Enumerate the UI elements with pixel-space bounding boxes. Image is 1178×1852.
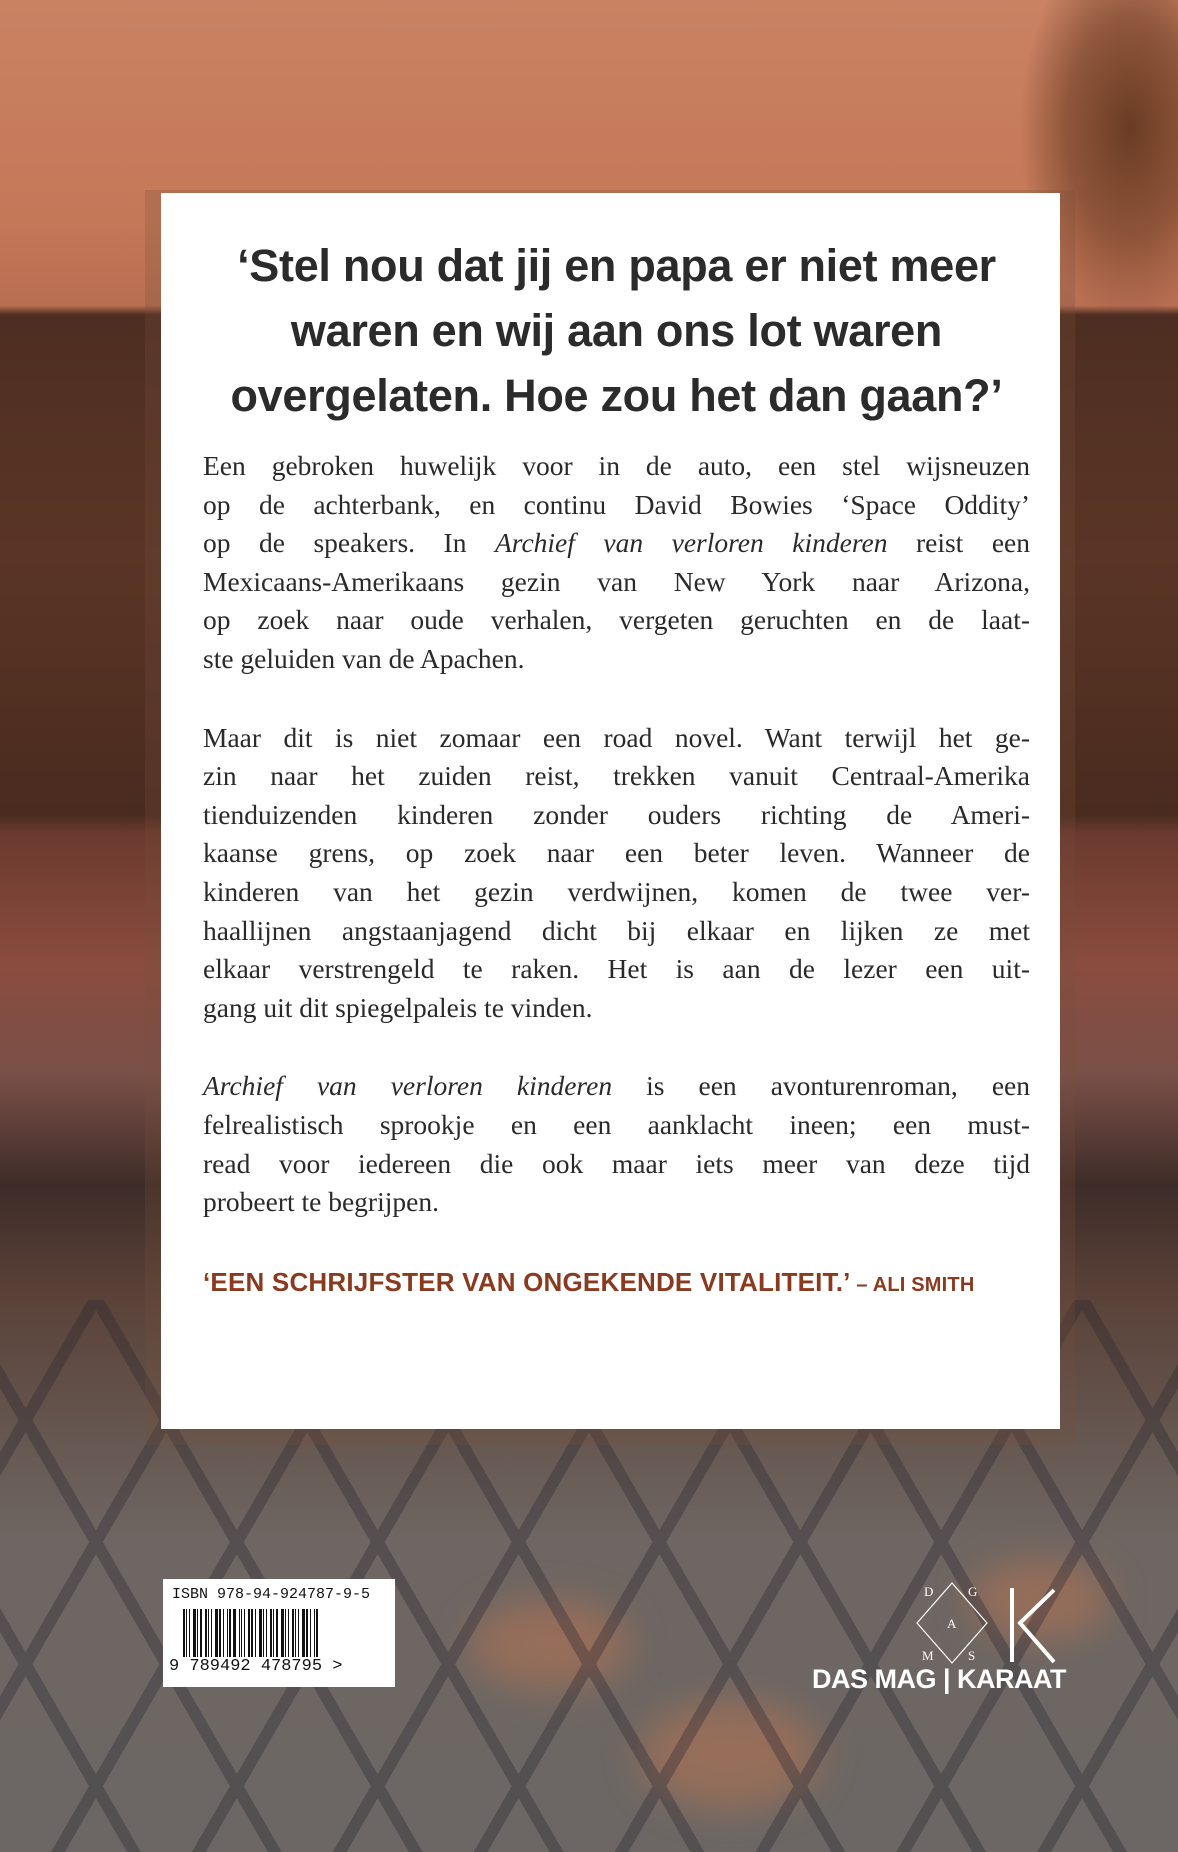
quote-line: ‘Stel nou dat jij en papa er niet meer (237, 240, 996, 291)
logo-letter: A (947, 1616, 957, 1631)
text-line (203, 447, 1030, 486)
text-segment: Mexicaans-Amerikaans gezin van New York naar Arizona, (203, 565, 1030, 597)
text-line (203, 719, 1030, 758)
logo-letter: G (968, 1584, 978, 1599)
text-segment: probeert te begrijpen. (203, 1186, 439, 1218)
book-title: Archief van verloren kinderen (203, 1070, 613, 1102)
text-segment: op zoek naar oude verhalen, vergeten geruchten en de laat- (203, 604, 1030, 636)
text-line (203, 524, 1030, 563)
isbn-label: ISBN 978-94-924787-9-5 (172, 1586, 371, 1603)
text-panel (161, 193, 1060, 1429)
book-title: Archief van verloren kinderen (494, 527, 888, 559)
text-segment: zin naar het zuiden reist, trekken vanuit Centraal-Amerika (203, 760, 1030, 792)
headline-quote (203, 233, 1030, 428)
paragraph (203, 1067, 1030, 1221)
barcode-digits: 9 789492 478795 > (169, 1657, 343, 1676)
blurb-quote: ‘EEN SCHRIJFSTER VAN ONGEKENDE VITALITEIT.’ (203, 1266, 851, 1297)
review-blurb (203, 1267, 1030, 1298)
text-segment: read voor iedereen die ook maar iets meer van deze tijd (203, 1147, 1030, 1179)
text-line (203, 989, 1030, 1028)
logo-letter: S (968, 1648, 976, 1663)
text-line (203, 601, 1030, 640)
text-line (203, 757, 1030, 796)
text-segment: Een gebroken huwelijk voor in de auto, een stel wijsneuzen (203, 450, 1030, 481)
synopsis (203, 447, 1030, 1222)
quote-line: overgelaten. Hoe zou het dan gaan?’ (230, 370, 1003, 421)
publisher-name: DAS MAG | KARAAT (811, 1664, 1066, 1694)
text-line (203, 873, 1030, 912)
text-line (203, 640, 1030, 679)
text-segment: ste geluiden van de Apachen. (203, 642, 525, 674)
text-line (203, 1183, 1030, 1222)
logo-letter: D (924, 1584, 934, 1599)
text-line (203, 912, 1030, 951)
text-segment: reist een (887, 527, 1030, 559)
paragraph (203, 719, 1030, 1028)
text-segment: kinderen van het gezin verdwijnen, komen de twee ver- (203, 875, 1030, 907)
text-segment: op de achterbank, en continu David Bowies ‘Space Oddity’ (203, 488, 1030, 520)
text-line (203, 834, 1030, 873)
paragraph (203, 447, 1030, 679)
text-segment: Maar dit is niet zomaar een road novel. Want terwijl het ge- (203, 721, 1030, 753)
text-segment: elkaar verstrengeld te raken. Het is aan de lezer een uit- (203, 953, 1030, 985)
text-line (203, 563, 1030, 602)
text-segment: is een avonturenroman, een (612, 1070, 1030, 1102)
isbn-barcode (163, 1579, 395, 1687)
text-line (203, 796, 1030, 835)
text-segment: kaanse grens, op zoek naar een beter leven. Wanneer de (203, 837, 1030, 869)
text-line (203, 1067, 1030, 1106)
text-line (203, 950, 1030, 989)
logo-letter: M (922, 1648, 934, 1663)
blurb-author: – ALI SMITH (850, 1273, 975, 1296)
text-segment: gang uit dit spiegelpaleis te vinden. (203, 991, 593, 1023)
quote-line: waren en wij aan ons lot waren (290, 305, 943, 356)
das-mag-karaat-logo (912, 1578, 1062, 1668)
karaat-k-icon (1012, 1588, 1054, 1662)
text-segment: haallijnen angstaanjagend dicht bij elkaar en lijken ze met (203, 914, 1030, 946)
text-segment: op de speakers. In (203, 527, 495, 559)
text-segment: felrealistisch sprookje en een aanklacht ineen; een must- (203, 1108, 1030, 1140)
text-line (203, 486, 1030, 525)
text-line (203, 1106, 1030, 1145)
text-segment: tienduizenden kinderen zonder ouders richting de Ameri- (203, 798, 1030, 830)
text-line (203, 1145, 1030, 1184)
